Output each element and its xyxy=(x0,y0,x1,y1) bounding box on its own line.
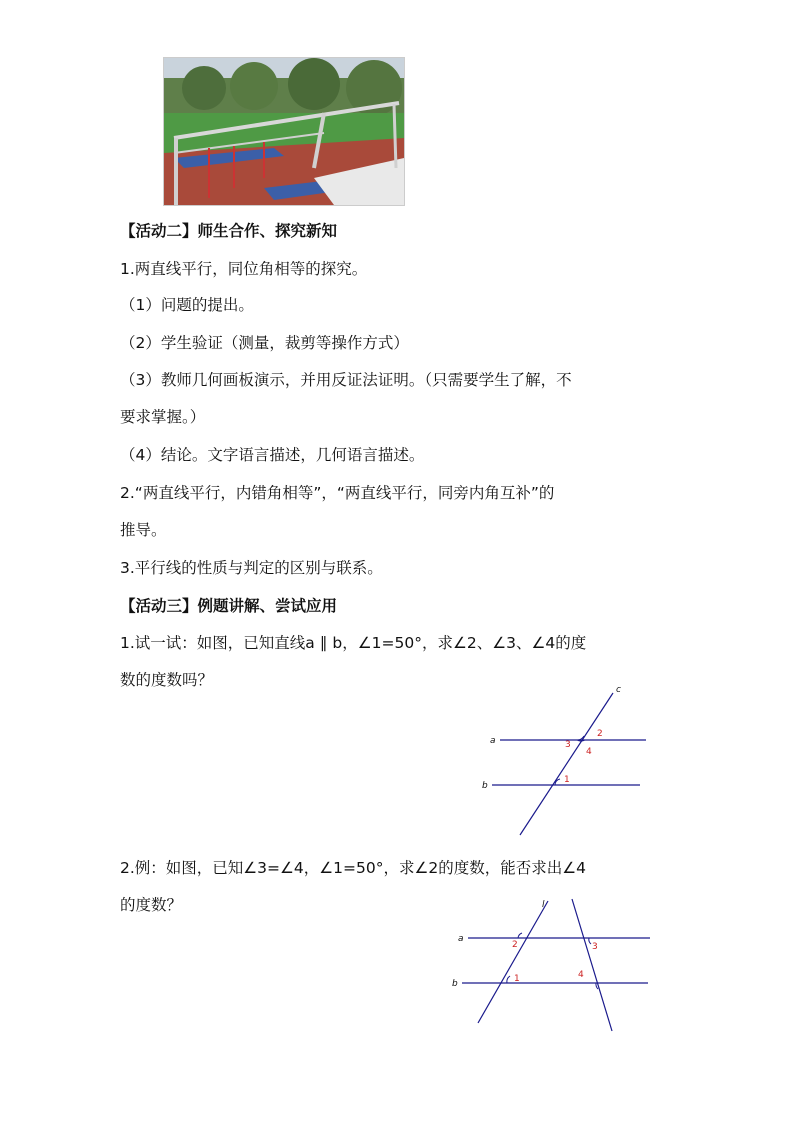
figure1-label-b: b xyxy=(482,781,488,791)
figure2-arc-2 xyxy=(518,933,522,938)
figure2-label-b: b xyxy=(452,979,458,989)
figure1-angle-4: 4 xyxy=(586,747,592,757)
figure1-line-c xyxy=(520,693,613,835)
figure2-line-l xyxy=(478,901,548,1023)
activity3-q2b: 的度数？ xyxy=(120,896,183,914)
activity3-heading: 【活动三】例题讲解、尝试应用 xyxy=(120,597,338,615)
activity2-item2b: 推导。 xyxy=(120,521,167,539)
activity2-item1-2: （2）学生验证（测量，裁剪等操作方式） xyxy=(120,334,409,352)
railing-photo-drawing xyxy=(164,58,404,205)
activity2-item3: 3.平行线的性质与判定的区别与联系。 xyxy=(120,559,383,577)
figure2-angle-4: 4 xyxy=(578,970,584,980)
figure2-label-a: a xyxy=(458,934,464,944)
figure2-diagram xyxy=(452,895,652,1035)
figure2-arc-1 xyxy=(507,976,510,983)
activity2-item1-3a: （3）教师几何画板演示，并用反证法证明。（只需要学生了解，不 xyxy=(120,371,572,389)
activity2-heading: 【活动二】师生合作、探究新知 xyxy=(120,222,338,240)
figure1-diagram xyxy=(480,683,650,838)
figure2-line-m xyxy=(572,899,612,1031)
figure2-angle-3: 3 xyxy=(592,942,598,952)
figure1-angle-2: 2 xyxy=(597,729,603,739)
activity3-q2a: 2.例：如图，已知∠3=∠4，∠1=50°，求∠2的度数，能否求出∠4 xyxy=(120,859,587,877)
figure2-angle-2: 2 xyxy=(512,940,518,950)
activity2-item1-3b: 要求掌握。） xyxy=(120,408,206,426)
activity2-item1-4: （4）结论。文字语言描述，几何语言描述。 xyxy=(120,446,425,464)
activity2-item2a: 2.“两直线平行，内错角相等”，“两直线平行，同旁内角互补”的 xyxy=(120,484,555,502)
activity3-q1b: 数的度数吗？ xyxy=(120,671,214,689)
figure2-arc-3 xyxy=(589,938,591,944)
activity2-item1: 1.两直线平行，同位角相等的探究。 xyxy=(120,260,368,278)
activity3-q1a: 1.试一试：如图，已知直线a ∥ b，∠1=50°，求∠2、∠3、∠4的度 xyxy=(120,634,587,652)
figure2-label-l: l xyxy=(542,900,545,910)
railing-photo xyxy=(163,57,405,206)
figure1-label-c: c xyxy=(616,685,621,695)
figure1-angle-3: 3 xyxy=(565,740,571,750)
figure1-label-a: a xyxy=(490,736,496,746)
figure1-angle-1: 1 xyxy=(564,775,570,785)
activity2-item1-1: （1）问题的提出。 xyxy=(120,296,254,314)
figure2-angle-1: 1 xyxy=(514,974,520,984)
